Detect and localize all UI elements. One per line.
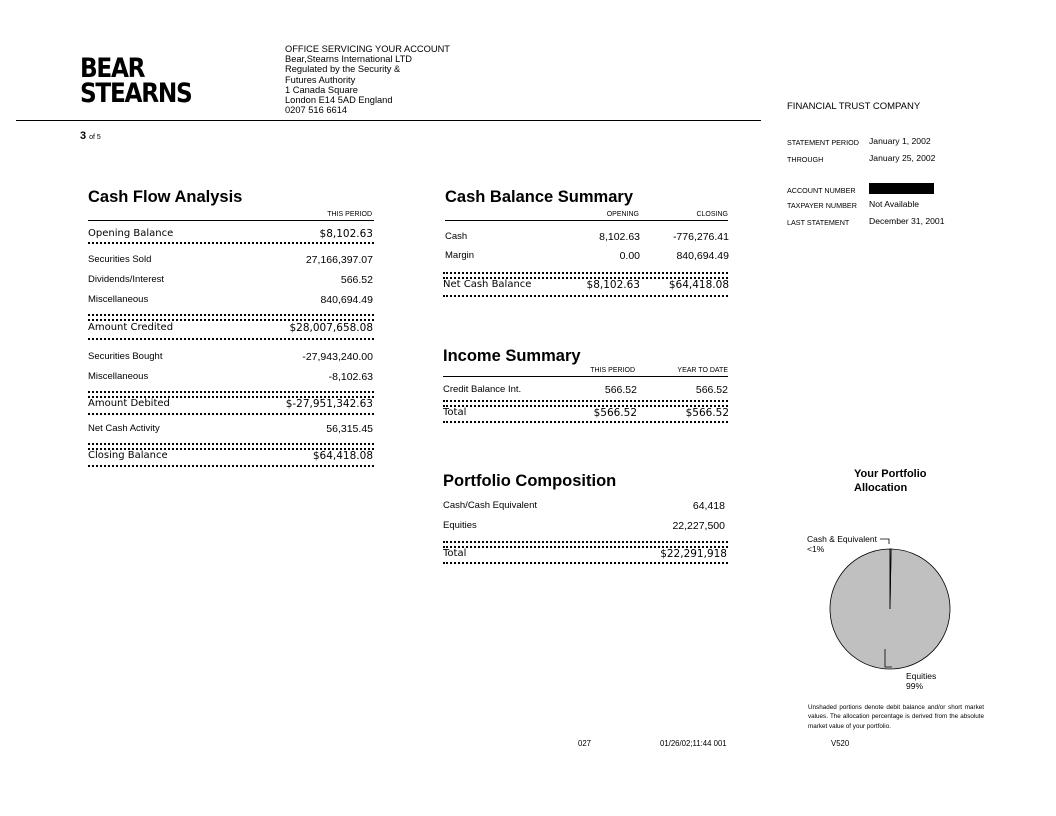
- allocation-note: Unshaded portions denote debit balance and/or short market values. The allocation percentage is derived from the absolute market value of your portfolio.: [808, 704, 984, 730]
- bear-stearns-logo: [80, 53, 192, 109]
- account-number-redaction: [869, 183, 934, 194]
- portfolio-total-label: Total: [443, 548, 467, 559]
- dividends-interest-value: 566.52: [340, 274, 373, 286]
- last-statement-label: LAST STATEMENT: [787, 218, 850, 227]
- page-total: of 5: [89, 134, 101, 141]
- section-rule: [443, 376, 728, 377]
- dotted-rule: [88, 443, 374, 450]
- page-number: [80, 130, 101, 142]
- pie-leader-cash: [880, 539, 889, 544]
- office-line: 0207 516 6614: [285, 105, 348, 116]
- miscellaneous-debit-label: Miscellaneous: [88, 371, 149, 382]
- portfolio-title: Portfolio Composition: [443, 472, 617, 490]
- cash-balance-title: Cash Balance Summary: [445, 188, 634, 206]
- taxpayer-label: TAXPAYER NUMBER: [787, 201, 857, 210]
- equities-value: 22,227,500: [672, 520, 725, 532]
- dotted-rule: [88, 338, 374, 340]
- dotted-rule: [443, 400, 728, 407]
- taxpayer-value: Not Available: [869, 199, 920, 209]
- income-total-label: Total: [443, 407, 467, 418]
- equities-label: Equities: [443, 520, 477, 531]
- miscellaneous-credit-value: 840,694.49: [320, 294, 373, 306]
- through-label: THROUGH: [787, 155, 824, 164]
- miscellaneous-credit-label: Miscellaneous: [88, 294, 149, 305]
- col-header-ytd: YEAR TO DATE: [677, 367, 728, 374]
- pie-label-cash-name: Cash & Equivalent: [807, 534, 877, 544]
- allocation-title: Your Portfolio Allocation: [854, 468, 927, 494]
- dotted-rule: [443, 541, 728, 548]
- col-header-opening: OPENING: [606, 211, 639, 218]
- company-name: FINANCIAL TRUST COMPANY: [787, 101, 921, 112]
- footer-timestamp: 01/26/02;11:44 001: [660, 739, 727, 748]
- office-line: OFFICE SERVICING YOUR ACCOUNT: [285, 44, 450, 54]
- amount-credited-value: $28,007,658.08: [289, 322, 373, 334]
- margin-opening-value: 0.00: [619, 250, 640, 262]
- net-cash-activity-label: Net Cash Activity: [88, 423, 160, 434]
- page-current: 3: [80, 130, 87, 142]
- cash-equivalent-value: 64,418: [692, 500, 725, 512]
- dotted-rule: [443, 272, 728, 279]
- office-line: London E14 5AD England: [285, 95, 393, 106]
- pie-label-equities-pct: 99%: [906, 681, 924, 691]
- dividends-interest-label: Dividends/Interest: [88, 274, 165, 285]
- header-rule: [16, 120, 761, 121]
- logo-line-1: BEAR: [80, 53, 145, 84]
- logo-line-2: STEARNS: [80, 78, 192, 109]
- amount-credited-label: Amount Credited: [88, 322, 174, 333]
- office-line: Regulated by the Security &: [285, 64, 401, 75]
- dotted-rule: [88, 242, 374, 244]
- securities-bought-value: -27,943,240.00: [302, 351, 373, 363]
- income-total-period: $566.52: [593, 407, 637, 419]
- section-rule: [445, 220, 728, 221]
- cash-flow-col-header: THIS PERIOD: [327, 211, 372, 218]
- cash-flow-title: Cash Flow Analysis: [88, 188, 243, 206]
- net-cash-balance-opening: $8,102.63: [586, 279, 640, 291]
- securities-sold-label: Securities Sold: [88, 254, 152, 265]
- amount-debited-label: Amount Debited: [88, 398, 170, 409]
- opening-balance-value: $8,102.63: [319, 228, 373, 240]
- cash-label: Cash: [445, 231, 468, 242]
- pie-label-equities-name: Equities: [906, 671, 937, 681]
- closing-balance-value: $64,418.08: [312, 450, 373, 462]
- office-line: Bear,Stearns International LTD: [285, 54, 412, 65]
- statement-period-value: January 1, 2002: [869, 136, 931, 146]
- credit-balance-int-period: 566.52: [604, 384, 637, 396]
- net-cash-activity-value: 56,315.45: [326, 423, 373, 435]
- margin-label: Margin: [445, 250, 475, 261]
- portfolio-total-value: $22,291,918: [660, 548, 727, 560]
- opening-balance-label: Opening Balance: [88, 228, 174, 239]
- closing-balance-label: Closing Balance: [88, 450, 168, 461]
- office-line: 1 Canada Square: [285, 84, 358, 95]
- last-statement-value: December 31, 2001: [869, 216, 945, 226]
- margin-closing-value: 840,694.49: [676, 250, 729, 262]
- income-title: Income Summary: [443, 347, 581, 365]
- cash-equivalent-label: Cash/Cash Equivalent: [443, 500, 537, 511]
- dotted-rule: [88, 465, 374, 467]
- dotted-rule: [88, 413, 374, 415]
- miscellaneous-debit-value: -8,102.63: [328, 371, 373, 383]
- securities-sold-value: 27,166,397.07: [305, 254, 373, 266]
- dotted-rule: [443, 421, 728, 423]
- credit-balance-int-label: Credit Balance Int.: [443, 384, 522, 395]
- col-header-closing: CLOSING: [696, 211, 728, 218]
- net-cash-balance-label: Net Cash Balance: [443, 279, 532, 290]
- cash-closing-value: -776,276.41: [672, 231, 729, 243]
- credit-balance-int-ytd: 566.52: [695, 384, 728, 396]
- footer-version: V520: [831, 739, 850, 748]
- dotted-rule: [88, 391, 374, 398]
- dotted-rule: [88, 314, 374, 321]
- securities-bought-label: Securities Bought: [88, 351, 163, 362]
- footer-code: 027: [578, 739, 592, 748]
- dotted-rule: [443, 562, 728, 564]
- dotted-rule: [443, 295, 728, 297]
- pie-label-cash-pct: <1%: [807, 544, 825, 554]
- cash-opening-value: 8,102.63: [599, 231, 640, 243]
- amount-debited-value: $-27,951,342.63: [285, 398, 373, 410]
- net-cash-balance-closing: $64,418.08: [668, 279, 729, 291]
- account-number-label: ACCOUNT NUMBER: [787, 186, 856, 195]
- income-total-ytd: $566.52: [685, 407, 729, 419]
- section-rule: [88, 220, 374, 221]
- office-address-block: [285, 44, 450, 115]
- allocation-pie-chart: [800, 530, 980, 680]
- through-value: January 25, 2002: [869, 153, 936, 163]
- statement-period-label: STATEMENT PERIOD: [787, 138, 859, 147]
- office-line: Futures Authority: [285, 74, 356, 85]
- col-header-this-period: THIS PERIOD: [590, 367, 635, 374]
